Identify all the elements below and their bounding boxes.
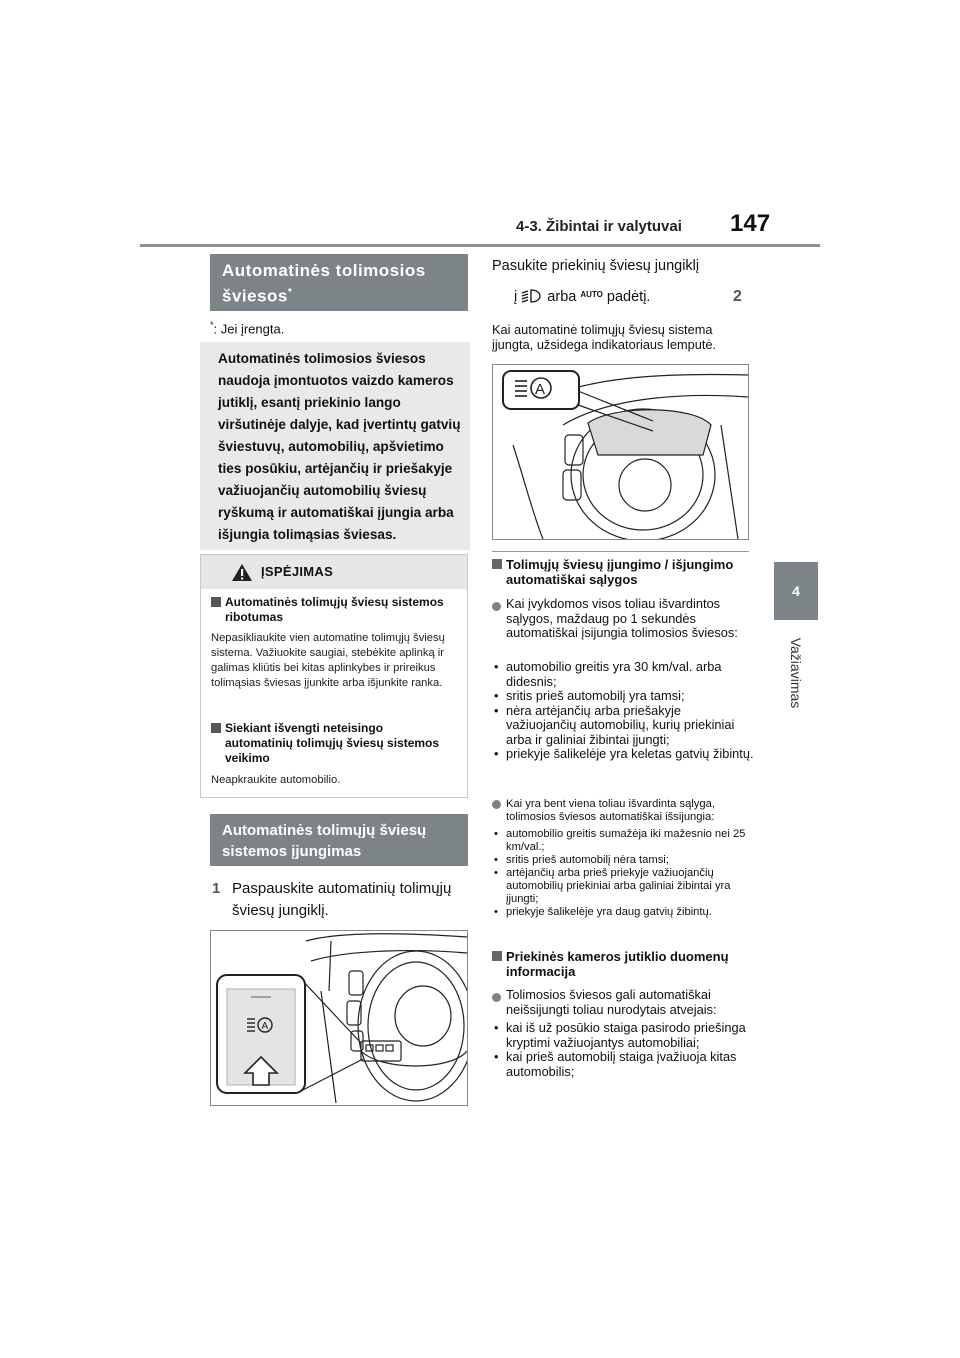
auto-icon: AUTO xyxy=(580,290,603,299)
condition-intro: Kai yra bent viena toliau išvardinta sąlyga, tolimosios šviesos automatiškai išsijungia: xyxy=(492,798,754,824)
list-item: • nėra artėjančių arba priešakyje važiuojančių automobilių, kurių priekiniai arba ir galiniai žibintai įjungti; xyxy=(492,704,754,748)
condition-list xyxy=(492,660,754,762)
warning-title: ĮSPĖJIMAS xyxy=(261,564,334,579)
list-item: • kai iš už posūkio staiga pasirodo priešinga kryptimi važiuojantys automobiliai; xyxy=(492,1021,754,1050)
list-item: • priekyje šalikelėje yra keletas gatvių žibintų. xyxy=(492,747,754,762)
list-item: • priekyje šalikelėje yra daug gatvių žibintų. xyxy=(492,906,754,919)
warning-subheading: Automatinės tolimųjų šviesų sistemos ribotumas xyxy=(211,595,459,625)
chapter-label: Važiavimas xyxy=(788,637,804,709)
circle-bullet-icon xyxy=(492,800,501,809)
headlight-icon xyxy=(521,288,543,304)
illustration-indicator-light xyxy=(492,364,749,540)
svg-text:A: A xyxy=(535,381,546,398)
list-item: • automobilio greitis sumažėja iki mažesnio nei 25 km/val.; xyxy=(492,828,754,854)
section-title-auto-high-beam: Automatinės tolimosios šviesos* xyxy=(210,254,468,311)
step-1: 1 Paspauskite automatinių tolimųjų šviesų jungiklį. xyxy=(212,880,452,919)
step-2-description: Kai automatinė tolimųjų šviesų sistema įjungta, užsidega indikatoriaus lemputė. xyxy=(492,322,717,352)
list-item: • automobilio greitis yra 30 km/val. arba didesnis; xyxy=(492,660,754,689)
warning-header xyxy=(201,555,467,589)
illustration-high-beam-switch xyxy=(210,930,468,1106)
condition-intro: Kai įvykdomos visos toliau išvardintos sąlygos, maždaug po 1 sekundės automatiškai įsijungia tolimosios šviesos: xyxy=(492,597,754,641)
square-bullet-icon xyxy=(211,723,221,733)
page-number: 147 xyxy=(730,210,771,237)
step-2: Pasukite priekinių šviesų jungiklį xyxy=(492,258,700,274)
svg-text:A: A xyxy=(261,1021,269,1032)
intro-box: Automatinės tolimosios šviesos naudoja įmontuotos vaizdo kameros jutiklį, esantį priekinio lango viršutinėje dalyje, kad įvertintų gatvių šviestuvų, automobilių, apšvietimo ties posūkiu, artėjančių ir priešakyje važiuojančių automobilių šviesų ryškumą ir automatiškai įjungia arba išjungia tolimąsias šviesas. xyxy=(200,342,470,550)
warning-box xyxy=(200,554,468,798)
warning-subheading: Siekiant išvengti neteisingo automatinių tolimųjų šviesų sistemos veikimo xyxy=(211,721,459,766)
list-item: • sritis prieš automobilį yra tamsi; xyxy=(492,689,754,704)
step-2-number: 2 xyxy=(733,288,742,305)
square-bullet-icon xyxy=(492,951,502,961)
equipment-note: *: Jei įrengta. xyxy=(210,320,285,337)
camera-note-intro: Tolimosios šviesos gali automatiškai neišsijungti toliau nurodytais atvejais: xyxy=(492,988,754,1017)
circle-bullet-icon xyxy=(492,602,501,611)
list-item: • kai prieš automobilį staiga įvažiuoja kitas automobilis; xyxy=(492,1050,754,1079)
section-header: 4-3. Žibintai ir valytuvai xyxy=(516,218,682,235)
warning-text: Neapkraukite automobilio. xyxy=(211,774,341,786)
list-item: • sritis prieš automobilį nėra tamsi; xyxy=(492,854,754,867)
square-bullet-icon xyxy=(492,559,502,569)
chapter-tab: 4 xyxy=(774,562,818,620)
section-title-activation: Automatinės tolimųjų šviesų sistemos įjungimas xyxy=(210,814,468,866)
subsection-heading: Priekinės kameros jutiklio duomenų informacija xyxy=(492,950,754,979)
header-divider xyxy=(140,244,820,247)
step-2-position: į arba $^{AUTO}$ padėtį. xyxy=(514,289,651,305)
condition-list xyxy=(492,828,754,919)
circle-bullet-icon xyxy=(492,993,501,1002)
warning-triangle-icon xyxy=(231,563,253,582)
divider xyxy=(492,551,749,552)
square-bullet-icon xyxy=(211,597,221,607)
warning-text: Nepasikliaukite vien automatine tolimųjų šviesų sistema. Važiuokite saugiai, stebėkite aplinką ir galimas kliūtis bei kitas aplinkybes ir prireikus tolimąsias šviesas įjunkite arba išjunkite ranka. xyxy=(211,632,445,689)
list-item: • artėjančių arba prieš priekyje važiuojančių automobilių priekiniai arba galiniai žibintai yra įjungti; xyxy=(492,867,754,906)
camera-note-list xyxy=(492,1021,754,1079)
subsection-heading: Tolimųjų šviesų įjungimo / išjungimo automatiškai sąlygos xyxy=(492,558,754,587)
